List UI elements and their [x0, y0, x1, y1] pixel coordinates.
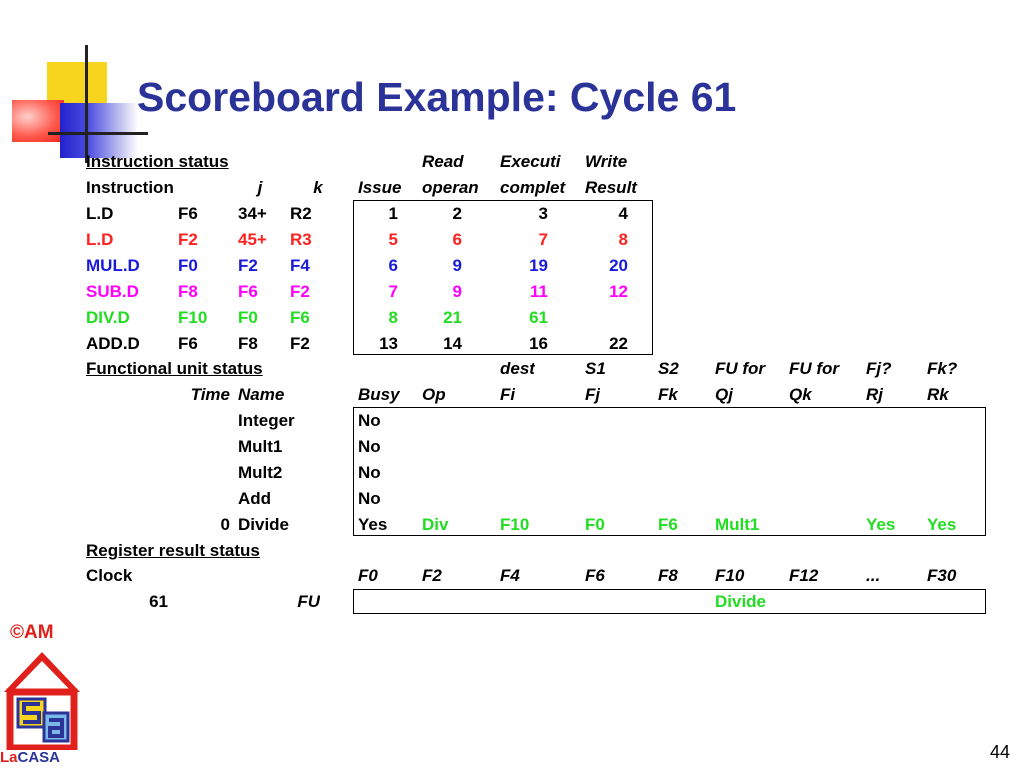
header-fi: Fi: [500, 385, 516, 404]
functional-unit-status-label: Functional unit status: [86, 359, 263, 378]
header-write-result: Result: [585, 178, 637, 197]
instr-exec: 16: [529, 334, 548, 353]
fu-busy: No: [358, 437, 381, 456]
header-s1: S1: [585, 359, 606, 378]
lacasa-wordmark: [0, 749, 60, 766]
register-name: F8: [658, 566, 678, 585]
instr-k: F6: [290, 308, 310, 327]
register-name: F10: [715, 566, 745, 585]
instr-read: 9: [452, 282, 462, 301]
instr-issue: 5: [388, 230, 398, 249]
header-read-operands: operan: [422, 178, 479, 197]
header-fk: Fk: [658, 385, 678, 404]
instr-write: 8: [618, 230, 628, 249]
slide-title: Scoreboard Example: Cycle 61: [137, 74, 737, 120]
fu-rk: Yes: [927, 515, 957, 534]
instr-exec: 19: [529, 256, 548, 275]
instr-read: 6: [452, 230, 462, 249]
header-rk: Rk: [927, 385, 949, 404]
header-fk-ready: Fk?: [927, 359, 958, 378]
register-name: F0: [358, 566, 378, 585]
header-fj-ready: Fj?: [866, 359, 892, 378]
instr-write: 22: [609, 334, 628, 353]
instr-op: DIV.D: [86, 308, 130, 327]
fu-fj: F0: [585, 515, 605, 534]
instr-read: 21: [443, 308, 462, 327]
fu-fi: F10: [500, 515, 530, 534]
instr-write: 12: [609, 282, 628, 301]
instr-j: 45+: [238, 230, 267, 249]
header-write: Write: [585, 152, 628, 171]
instr-j: 34+: [238, 204, 267, 223]
register-name: F12: [789, 566, 819, 585]
instr-op: MUL.D: [86, 256, 140, 275]
fu-time: 0: [220, 515, 230, 534]
decor-blue-bar: [60, 103, 138, 158]
instr-k: R2: [290, 204, 312, 223]
fu-op: Div: [422, 515, 449, 534]
fu-rj: Yes: [866, 515, 896, 534]
register-name: F30: [927, 566, 957, 585]
header-k: k: [313, 178, 323, 197]
instr-read: 2: [452, 204, 462, 223]
header-issue: Issue: [358, 178, 402, 197]
header-qk: Qk: [789, 385, 812, 404]
instr-k: R3: [290, 230, 312, 249]
decor-horizontal-line: [48, 132, 148, 135]
instr-exec: 7: [538, 230, 548, 249]
header-fu-for-j: FU for: [715, 359, 766, 378]
instr-dest: F2: [178, 230, 198, 249]
register-name: F2: [422, 566, 442, 585]
clock-label: Clock: [86, 566, 133, 585]
fu-busy: No: [358, 463, 381, 482]
instr-dest: F6: [178, 204, 198, 223]
fu-name: Integer: [238, 411, 295, 430]
lacasa-house-logo: [0, 648, 84, 750]
header-read: Read: [422, 152, 464, 171]
header-j: j: [257, 178, 263, 197]
header-s2: S2: [658, 359, 679, 378]
header-name: Name: [238, 385, 285, 404]
instr-issue: 7: [388, 282, 398, 301]
instr-k: F4: [290, 256, 310, 275]
instr-dest: F10: [178, 308, 208, 327]
header-fj: Fj: [585, 385, 601, 404]
instr-dest: F8: [178, 282, 198, 301]
fu-fk: F6: [658, 515, 678, 534]
fu-busy: No: [358, 411, 381, 430]
instr-op: L.D: [86, 230, 114, 249]
register-result-box: [353, 589, 986, 614]
brand-casa: CASA: [17, 749, 61, 766]
register-fu-value: Divide: [715, 592, 767, 611]
instr-issue: 13: [379, 334, 398, 353]
instr-k: F2: [290, 334, 310, 353]
instr-issue: 6: [388, 256, 398, 275]
instr-issue: 1: [388, 204, 398, 223]
instr-j: F2: [238, 256, 258, 275]
header-exec-complete: complet: [500, 178, 566, 197]
brand-la: La: [0, 749, 18, 766]
instr-j: F0: [238, 308, 258, 327]
fu-busy: No: [358, 489, 381, 508]
instr-issue: 8: [388, 308, 398, 327]
header-instruction: Instruction: [86, 178, 174, 197]
header-execution: Executi: [500, 152, 561, 171]
header-rj: Rj: [866, 385, 883, 404]
fu-busy: Yes: [358, 515, 388, 534]
fu-name: Mult1: [238, 437, 283, 456]
instr-dest: F0: [178, 256, 198, 275]
header-busy: Busy: [358, 385, 400, 404]
instr-j: F6: [238, 282, 258, 301]
instr-j: F8: [238, 334, 258, 353]
decor-red-square: [12, 100, 64, 142]
instr-exec: 3: [538, 204, 548, 223]
register-name: F4: [500, 566, 520, 585]
instr-write: 20: [609, 256, 628, 275]
fu-label: FU: [297, 592, 320, 611]
instr-exec: 11: [530, 282, 548, 301]
instr-read: 14: [443, 334, 462, 353]
fu-name: Divide: [238, 515, 290, 534]
register-result-status-label: Register result status: [86, 541, 260, 560]
instr-op: L.D: [86, 204, 114, 223]
instr-op: ADD.D: [86, 334, 140, 353]
instr-k: F2: [290, 282, 310, 301]
copyright-text: ©AM: [10, 622, 54, 643]
fu-name: Add: [238, 489, 272, 508]
decor-vertical-line: [85, 45, 88, 163]
header-dest: dest: [500, 359, 535, 378]
instr-write: 4: [618, 204, 628, 223]
header-fu-for-k: FU for: [789, 359, 840, 378]
fu-qj: Mult1: [715, 515, 760, 534]
instr-exec: 61: [529, 308, 548, 327]
header-qj: Qj: [715, 385, 733, 404]
fu-name: Mult2: [238, 463, 283, 482]
clock-value: 61: [149, 592, 168, 611]
instruction-status-label: Instruction status: [86, 152, 229, 171]
instr-dest: F6: [178, 334, 198, 353]
header-time: Time: [190, 385, 230, 404]
register-name: ...: [866, 566, 881, 585]
register-name: F6: [585, 566, 605, 585]
instr-read: 9: [452, 256, 462, 275]
header-op: Op: [422, 385, 446, 404]
instr-op: SUB.D: [86, 282, 139, 301]
page-number: 44: [989, 742, 1010, 762]
